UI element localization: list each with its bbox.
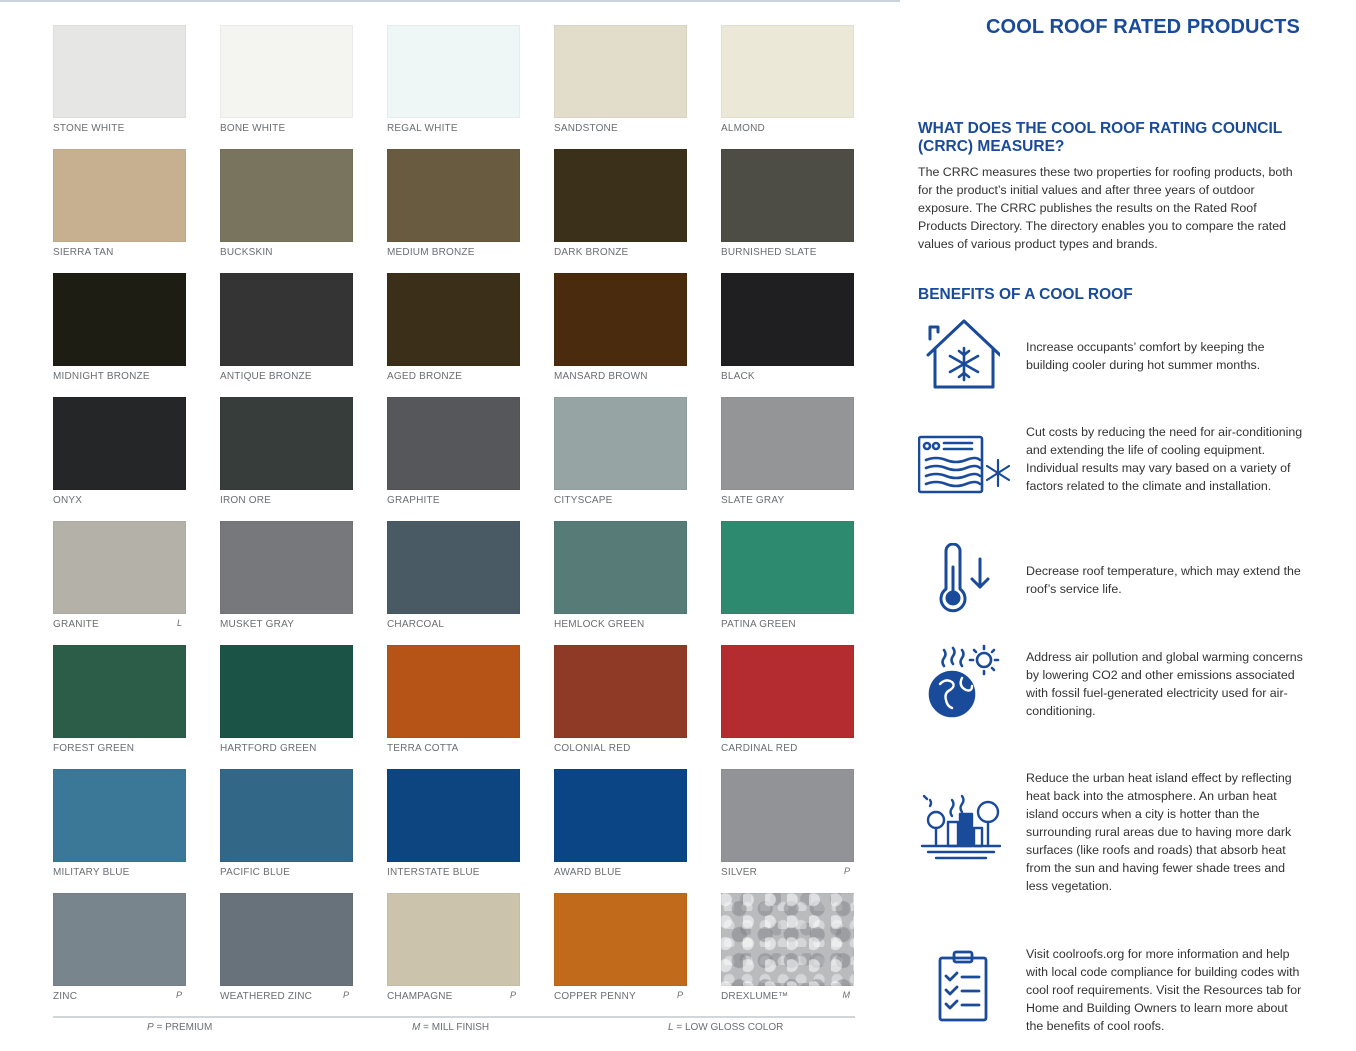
benefit-text: Increase occupants’ comfort by keeping the building cooler during hot summer months. [1026,340,1265,372]
swatch-name: ONYX [53,495,83,506]
color-swatch [220,645,353,763]
swatch-name: CARDINAL RED [721,743,798,754]
color-swatch [53,893,186,1011]
legend-mill-finish: M = MILL FINISH [412,1022,490,1033]
color-swatch [220,893,353,1011]
swatch-color-chip [53,893,186,986]
swatch-color-chip [721,645,854,738]
swatch-name: FOREST GREEN [53,743,135,754]
swatch-name: PACIFIC BLUE [220,867,291,878]
color-swatch [387,893,520,1011]
color-swatch [387,149,520,267]
city-heat-icon [918,790,1000,872]
swatch-color-chip [220,25,353,118]
swatch-color-chip [554,273,687,366]
swatch-color-chip [220,521,353,614]
swatch-name: COLONIAL RED [554,743,631,754]
swatch-color-chip [554,645,687,738]
swatch-name: SILVER [721,867,758,878]
swatch-name: ALMOND [721,123,765,134]
swatch-color-chip [387,25,520,118]
swatch-name: MUSKET GRAY [220,619,295,630]
swatch-color-chip [721,893,854,986]
color-swatch [53,769,186,887]
swatch-name: SLATE GRAY [721,495,785,506]
top-divider [0,0,900,2]
swatch-name: MEDIUM BRONZE [387,247,475,258]
swatch-color-chip [721,149,854,242]
color-swatch [53,521,186,639]
legend-low-gloss: L = LOW GLOSS COLOR [668,1022,784,1033]
swatch-color-chip [53,273,186,366]
color-swatch [387,273,520,391]
swatch-color-chip [387,149,520,242]
swatch-name: SIERRA TAN [53,247,114,258]
swatch-finish-mark: M [842,990,850,1000]
swatch-color-chip [721,397,854,490]
swatch-name: GRANITE [53,619,99,630]
swatch-color-chip [387,273,520,366]
swatch-finish-mark: P [342,990,349,1000]
color-swatch [721,397,854,515]
color-swatch [387,521,520,639]
swatch-color-chip [387,521,520,614]
swatch-color-chip [220,273,353,366]
swatch-color-chip [721,273,854,366]
swatch-color-chip [220,893,353,986]
crrc-heading: WHAT DOES THE COOL ROOF RATING COUNCIL (CRRC) MEASURE? [918,120,1282,155]
color-swatch [387,769,520,887]
house-snowflake-icon [918,315,1000,397]
swatch-name: HEMLOCK GREEN [554,619,645,630]
swatch-name: BURNISHED SLATE [721,247,817,258]
swatch-name: BONE WHITE [220,123,286,134]
swatch-name: CHARCOAL [387,619,445,630]
swatch-name: BUCKSKIN [220,247,273,258]
color-swatch [554,149,687,267]
color-swatch [220,521,353,639]
swatch-color-chip [554,25,687,118]
swatch-color-chip [53,149,186,242]
swatch-name: TERRA COTTA [387,743,459,754]
swatch-name: AWARD BLUE [554,867,622,878]
thermometer-down-icon [918,543,1000,625]
color-swatch [387,25,520,143]
swatch-color-chip [53,769,186,862]
color-swatch [554,645,687,763]
swatch-name: DARK BRONZE [554,247,629,258]
swatch-color-chip [53,25,186,118]
benefit-text: Cut costs by reducing the need for air-conditioning and extending the life of cooling equipment. Individual results may vary based on a variety of factors related to the climate and installation. [1026,425,1303,493]
swatch-color-chip [220,645,353,738]
swatch-color-chip [387,645,520,738]
color-swatch [554,397,687,515]
color-swatch [220,397,353,515]
swatch-color-chip [554,397,687,490]
swatch-name: MIDNIGHT BRONZE [53,371,150,382]
clipboard-checklist-icon [918,950,1000,1032]
swatch-name: HARTFORD GREEN [220,743,317,754]
swatch-color-chip [554,769,687,862]
benefit-text: Reduce the urban heat island effect by reflecting heat back into the atmosphere. An urban heat island occurs when a city is hotter than the surrounding rural areas due to having more dark surfaces (like roofs and roads) that absorb heat from the sun and having fewer shade trees and less vegetation. [1026,771,1292,893]
benefit-text: Visit coolroofs.org for more information and help with local code compliance for building codes with cool roof requirements. Visit the Resources tab for Home and Building Owners to learn more about the benefits of cool roofs. [1026,947,1302,1033]
color-swatch [721,645,854,763]
swatch-name: DREXLUME™ [721,991,789,1002]
color-swatch [53,397,186,515]
swatch-name: MILITARY BLUE [53,867,130,878]
color-swatch [721,273,854,391]
swatch-finish-mark: P [509,990,516,1000]
swatch-finish-mark: P [676,990,683,1000]
swatch-color-chip [721,521,854,614]
swatch-color-chip [220,769,353,862]
swatch-finish-mark: L [176,618,182,628]
swatch-name: PATINA GREEN [721,619,796,630]
swatch-finish-mark: P [843,866,850,876]
color-swatch [53,149,186,267]
color-swatch [387,397,520,515]
color-swatch [220,769,353,887]
swatch-color-chip [554,521,687,614]
swatch-name: IRON ORE [220,495,272,506]
legend-divider [53,1016,855,1018]
legend-premium: P = PREMIUM [147,1022,213,1033]
swatch-name: ZINC [53,991,78,1002]
swatch-color-chip [220,149,353,242]
color-swatch [721,149,854,267]
swatch-color-chip [387,893,520,986]
color-swatch [387,645,520,763]
swatch-color-chip [53,397,186,490]
color-swatch [220,25,353,143]
color-swatch [220,149,353,267]
color-swatch [554,893,687,1011]
swatch-color-chip [554,149,687,242]
swatch-name: WEATHERED ZINC [220,991,313,1002]
color-swatch [721,769,854,887]
swatch-color-chip [721,25,854,118]
color-swatch [554,521,687,639]
swatch-name: CHAMPAGNE [387,991,453,1002]
swatch-name: MANSARD BROWN [554,371,648,382]
page-title: COOL ROOF RATED PRODUCTS [986,16,1300,38]
color-swatch [721,521,854,639]
benefit-text: Address air pollution and global warming concerns by lowering CO2 and other emissions associated with fossil fuel-generated electricity used for air-conditioning. [1026,650,1303,718]
earth-sun-icon [918,644,1000,726]
swatch-name: INTERSTATE BLUE [387,867,480,878]
benefits-heading: BENEFITS OF A COOL ROOF [918,286,1133,303]
benefit-text: Decrease roof temperature, which may extend the roof’s service life. [1026,564,1301,596]
swatch-color-chip [53,645,186,738]
color-swatch [721,25,854,143]
swatch-color-chip [721,769,854,862]
swatch-color-chip [554,893,687,986]
swatch-name: COPPER PENNY [554,991,636,1002]
swatch-name: BLACK [721,371,755,382]
air-conditioner-icon [918,430,1000,512]
swatch-name: REGAL WHITE [387,123,458,134]
swatch-color-chip [53,521,186,614]
color-swatch [554,273,687,391]
swatch-name: GRAPHITE [387,495,440,506]
color-swatch [721,893,854,1011]
color-swatch-grid [53,25,855,1015]
swatch-color-chip [387,769,520,862]
crrc-description: The CRRC measures these two properties for roofing products, both for the product’s initial values and after three years of outdoor exposure. The CRRC publishes the results on the Rated Roof Products Directory. The directory enables you to compare the rated values of various product types and brands. [918,165,1293,251]
swatch-color-chip [220,397,353,490]
color-swatch [53,273,186,391]
swatch-name: ANTIQUE BRONZE [220,371,312,382]
swatch-name: STONE WHITE [53,123,125,134]
color-swatch [554,769,687,887]
info-panel [918,0,1318,1051]
color-swatch [220,273,353,391]
swatch-finish-mark: P [175,990,182,1000]
swatch-name: CITYSCAPE [554,495,613,506]
color-swatch [53,25,186,143]
swatch-color-chip [387,397,520,490]
swatch-name: AGED BRONZE [387,371,462,382]
color-swatch [554,25,687,143]
swatch-name: SANDSTONE [554,123,618,134]
color-swatch [53,645,186,763]
